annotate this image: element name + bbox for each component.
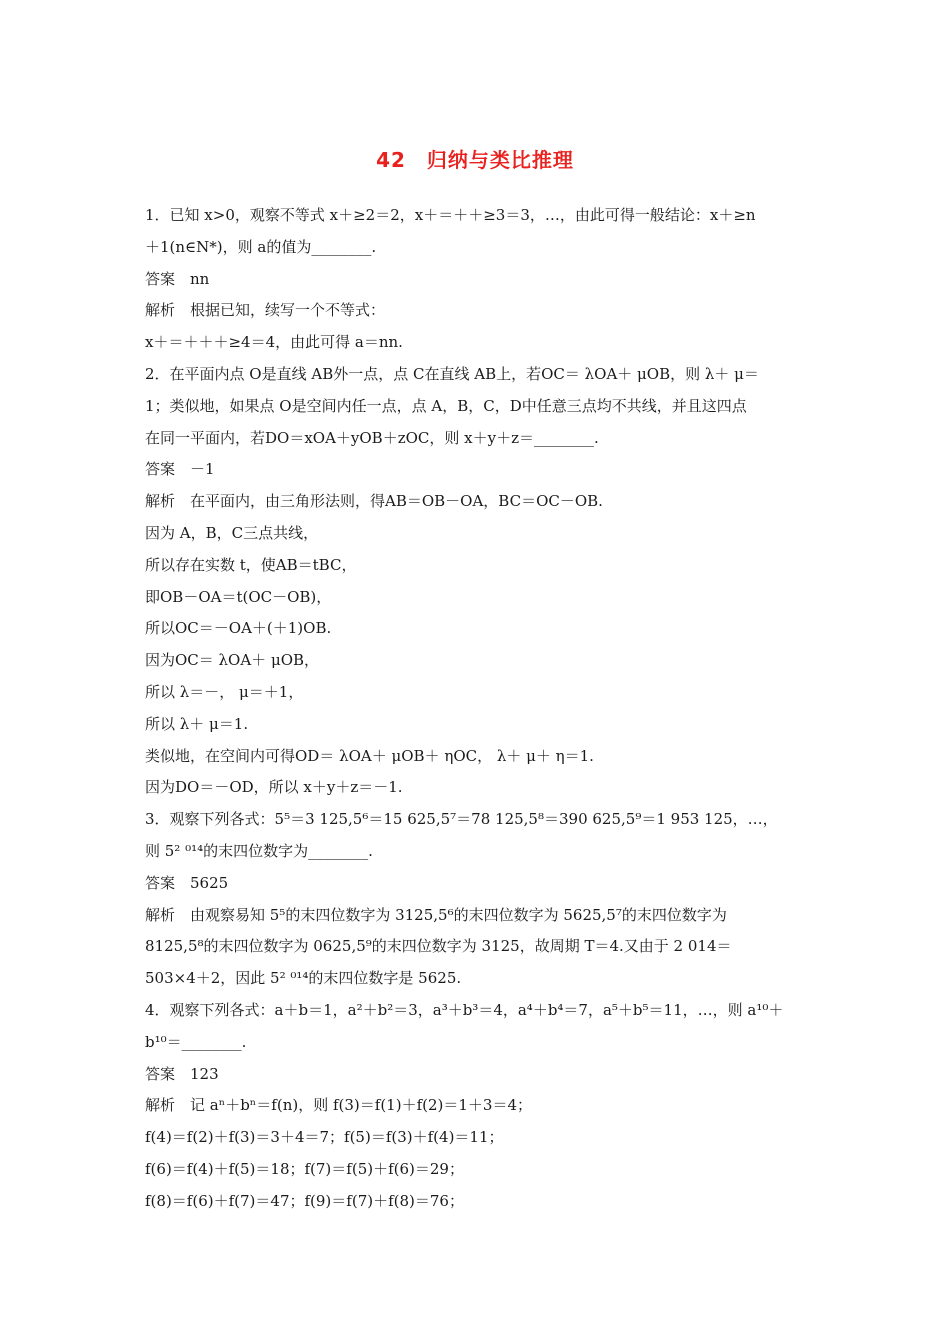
answer-line: 答案 5625 (145, 873, 229, 892)
text-line: 503×4＋2，因此 5² ⁰¹⁴的末四位数字是 5625. (145, 969, 462, 988)
text-line: ＋1(n∈N*)，则 a的值为________. (145, 237, 377, 256)
text-line: 因为OC＝ λOA＋ μOB， (145, 651, 320, 670)
text-line: 3．观察下列各式：5⁵＝3 125,5⁶＝15 625,5⁷＝78 125,5⁸＝390 625,5⁹＝1 953 125，…， (145, 810, 778, 829)
text-line: 4．观察下列各式：a＋b＝1，a²＋b²＝3，a³＋b³＝4，a⁴＋b⁴＝7，a⁵＋b⁵＝11，…，则 a¹⁰＋ (145, 1000, 784, 1019)
text-line: b¹⁰＝________. (145, 1032, 247, 1051)
text-line: f(4)＝f(2)＋f(3)＝3＋4＝7；f(5)＝f(3)＋f(4)＝11； (145, 1128, 504, 1147)
text-line: 2．在平面内点 O是直线 AB外一点，点 C在直线 AB上，若OC＝ λOA＋ μOB，则 λ＋ μ＝ (145, 364, 759, 383)
text-line: 在同一平面内，若DO＝xOA＋yOB＋zOC，则 x＋y＋z＝________. (145, 428, 599, 447)
text-line: 因为DO＝－OD，所以 x＋y＋z＝－1. (145, 778, 403, 797)
page-title: 42 归纳与类比推理 (376, 148, 574, 172)
answer-line: 答案 －1 (145, 460, 215, 479)
text-line: 8125,5⁸的末四位数字为 0625,5⁹的末四位数字为 3125，故周期 T＝4.又由于 2 014＝ (145, 937, 732, 956)
text-line: 因为 A，B，C三点共线， (145, 523, 319, 542)
text-line: 则 5² ⁰¹⁴的末四位数字为________. (145, 841, 373, 860)
text-line: 即OB－OA＝t(OC－OB)， (145, 587, 332, 606)
text-line: 所以 λ＝－， μ＝＋1， (145, 682, 304, 701)
text-line: x＋＝＋＋＋≥4＝4，由此可得 a＝nn. (145, 333, 403, 352)
text-line: f(6)＝f(4)＋f(5)＝18；f(7)＝f(5)＋f(6)＝29； (145, 1159, 464, 1178)
text-line: 所以OC＝－OA＋(＋1)OB. (145, 619, 332, 638)
text-line: 解析 根据已知，续写一个不等式： (145, 301, 386, 320)
text-line: 解析 由观察易知 5⁵的末四位数字为 3125,5⁶的末四位数字为 5625,5⁷的末四位数字为 (145, 905, 727, 924)
document-body (145, 200, 810, 1218)
text-line: f(8)＝f(6)＋f(7)＝47；f(9)＝f(7)＋f(8)＝76； (145, 1191, 464, 1210)
text-line: 解析 记 aⁿ＋bⁿ＝f(n)，则 f(3)＝f(1)＋f(2)＝1＋3＝4； (145, 1096, 533, 1115)
text-line: 1；类似地，如果点 O是空间内任一点，点 A，B，C，D中任意三点均不共线，并且这四点 (145, 396, 747, 415)
answer-line: 答案 123 (145, 1064, 219, 1083)
text-line: 1．已知 x>0，观察不等式 x＋≥2＝2，x＋＝＋＋≥3＝3，…，由此可得一般结论：x＋≥n (145, 206, 756, 224)
text-line: 解析 在平面内，由三角形法则，得AB＝OB－OA，BC＝OC－OB. (145, 492, 603, 511)
text-line: 类似地，在空间内可得OD＝ λOA＋ μOB＋ ηOC， λ＋ μ＋ η＝1. (145, 746, 594, 765)
answer-line: 答案 nn (145, 269, 210, 288)
text-line: 所以存在实数 t，使AB＝tBC， (145, 555, 357, 574)
text-line: 所以 λ＋ μ＝1. (145, 714, 249, 733)
